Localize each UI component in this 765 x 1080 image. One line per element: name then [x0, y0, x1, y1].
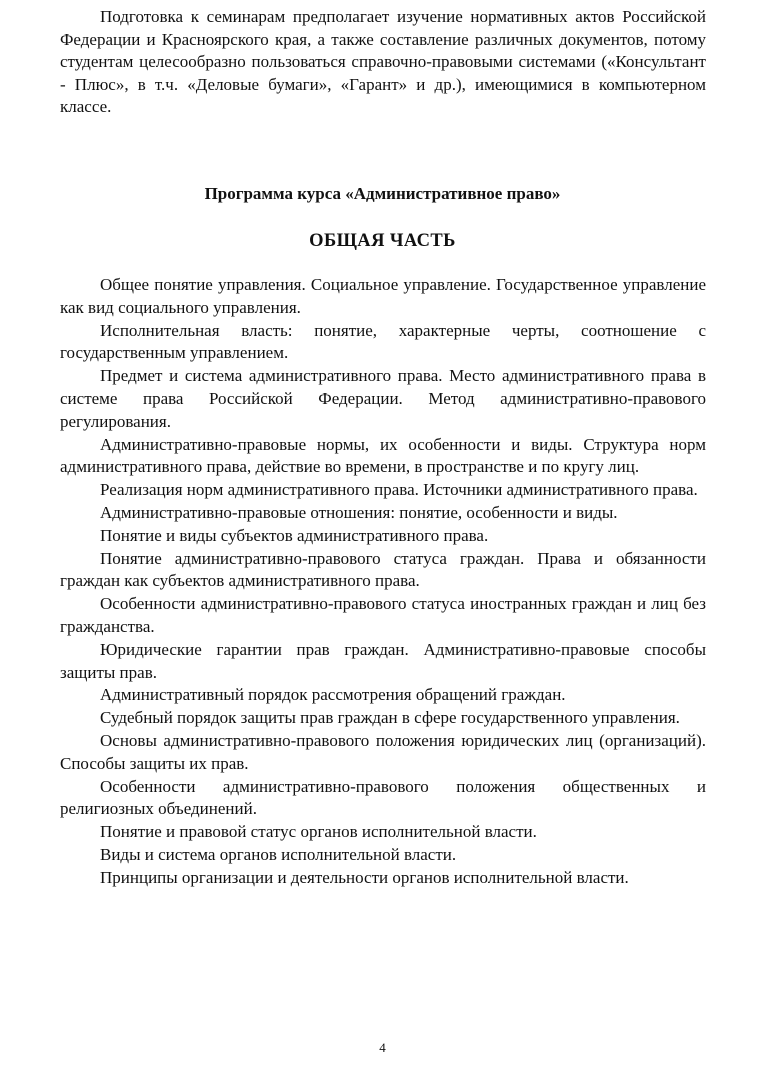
part-title: ОБЩАЯ ЧАСТЬ — [309, 231, 456, 251]
topic-paragraph: Предмет и система административного права. Место административного права в системе права Российской Федерации. Метод административно-правового регулирования. — [60, 366, 706, 431]
topic-paragraph: Особенности административно-правового положения общественных и религиозных объединений. — [60, 776, 706, 819]
topic-paragraph: Исполнительная власть: понятие, характерные черты, соотношение с государственным управлением. — [60, 320, 706, 363]
topic-paragraph: Административно-правовые отношения: понятие, особенности и виды. — [100, 502, 618, 522]
topic-paragraph: Реализация норм административного права. Источники административного права. — [100, 480, 698, 500]
topic-paragraph: Понятие и правовой статус органов исполнительной власти. — [100, 822, 537, 842]
topic-paragraph: Административно-правовые нормы, их особенности и виды. Структура норм административного права, действие во времени, в пространстве и по кругу лиц. — [60, 434, 706, 477]
course-title: Программа курса «Административное право» — [204, 184, 561, 203]
topic-paragraph: Особенности административно-правового статуса иностранных граждан и лиц без гражданства. — [60, 594, 706, 636]
topic-paragraph: Административный порядок рассмотрения обращений граждан. — [100, 685, 566, 705]
page-number: 4 — [379, 1040, 386, 1055]
topic-paragraph: Судебный порядок защиты прав граждан в сфере государственного управления. — [100, 708, 680, 728]
topic-paragraph: Понятие административно-правового статуса граждан. Права и обязанности граждан как субъектов административного права. — [60, 548, 706, 591]
topic-paragraph: Юридические гарантии прав граждан. Административно-правовые способы защиты прав. — [60, 639, 706, 682]
topic-paragraph: Принципы организации и деятельности органов исполнительной власти. — [100, 867, 629, 887]
topic-paragraph: Основы административно-правового положения юридических лиц (организаций). Способы защиты их прав. — [60, 730, 706, 773]
topic-paragraph: Виды и система органов исполнительной власти. — [100, 844, 457, 864]
topic-paragraph: Общее понятие управления. Социальное управление. Государственное управление как вид социального управления. — [60, 275, 706, 317]
topics-list — [60, 274, 706, 890]
intro-paragraph: Подготовка к семинарам предполагает изучение нормативных актов Российской Федерации и Красноярского края, а также составление различных документов, потому студентам целесообразно пользоваться справочно-правовыми системами («Консультант - Плюс», в т.ч. «Деловые бумаги», «Гарант» и др.), имеющимися в компьютерном классе. — [60, 7, 706, 116]
topic-paragraph: Понятие и виды субъектов административного права. — [100, 525, 489, 545]
